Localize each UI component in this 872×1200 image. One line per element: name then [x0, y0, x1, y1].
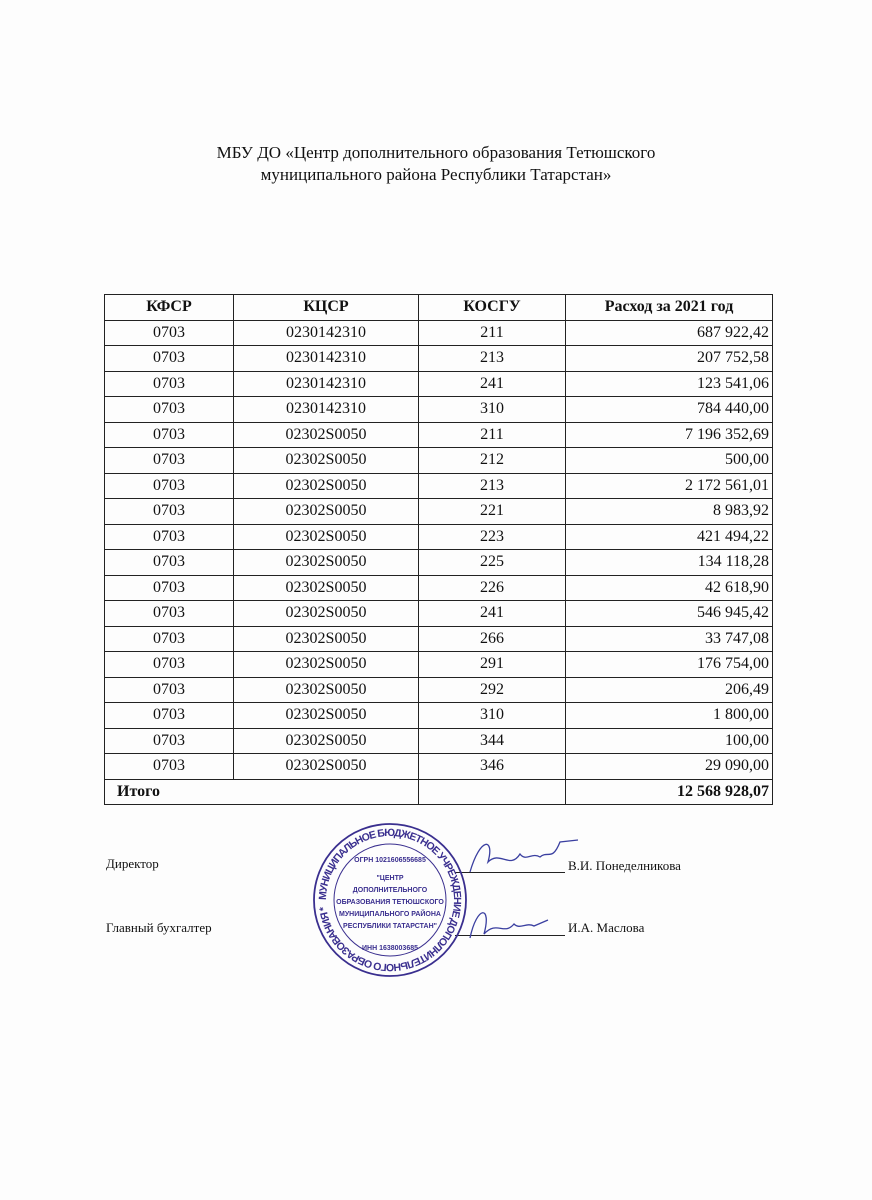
cell-kcsr: 0230142310 — [234, 397, 419, 423]
accountant-signature — [462, 900, 552, 945]
table-row — [105, 754, 773, 780]
table-row — [105, 371, 773, 397]
cell-kfsr: 0703 — [105, 346, 234, 372]
cell-kfsr: 0703 — [105, 499, 234, 525]
cell-kcsr: 02302S0050 — [234, 728, 419, 754]
cell-expense: 134 118,28 — [566, 550, 773, 576]
cell-expense: 784 440,00 — [566, 397, 773, 423]
expense-table — [104, 294, 773, 805]
accountant-name: И.А. Маслова — [568, 920, 645, 935]
table-row — [105, 703, 773, 729]
svg-text:МУНИЦИПАЛЬНОЕ БЮДЖЕТНОЕ УЧРЕЖД: МУНИЦИПАЛЬНОЕ БЮДЖЕТНОЕ УЧРЕЖДЕНИЕ ДОПОЛНИТЕЛЬНОГО ОБРАЗОВАНИЯ * — [316, 826, 464, 974]
table-row — [105, 550, 773, 576]
cell-kosgu: 241 — [419, 371, 566, 397]
cell-kfsr: 0703 — [105, 473, 234, 499]
table-row — [105, 346, 773, 372]
cell-kosgu: 211 — [419, 422, 566, 448]
cell-expense: 500,00 — [566, 448, 773, 474]
cell-kosgu: 225 — [419, 550, 566, 576]
document-title — [0, 142, 872, 186]
cell-kfsr: 0703 — [105, 703, 234, 729]
cell-kfsr: 0703 — [105, 397, 234, 423]
cell-kfsr: 0703 — [105, 626, 234, 652]
cell-expense: 7 196 352,69 — [566, 422, 773, 448]
svg-text:РЕСПУБЛИКИ ТАТАРСТАН": РЕСПУБЛИКИ ТАТАРСТАН" — [343, 923, 437, 930]
director-title: Директор — [106, 856, 159, 871]
title-line-1: МБУ ДО «Центр дополнительного образования Тетюшского — [216, 143, 656, 162]
cell-expense: 100,00 — [566, 728, 773, 754]
svg-text:МУНИЦИПАЛЬНОГО РАЙОНА: МУНИЦИПАЛЬНОГО РАЙОНА — [339, 911, 441, 918]
cell-kcsr: 02302S0050 — [234, 499, 419, 525]
table-row — [105, 626, 773, 652]
svg-text:ИНН 1638003685: ИНН 1638003685 — [361, 945, 419, 952]
cell-kosgu: 221 — [419, 499, 566, 525]
cell-kfsr: 0703 — [105, 754, 234, 780]
cell-kosgu: 211 — [419, 320, 566, 346]
cell-kosgu: 266 — [419, 626, 566, 652]
cell-kosgu: 213 — [419, 473, 566, 499]
cell-kosgu: 292 — [419, 677, 566, 703]
cell-kcsr: 02302S0050 — [234, 677, 419, 703]
table-row — [105, 728, 773, 754]
table-header-row — [105, 295, 773, 321]
title-line-2: муниципального района Республики Татарстан» — [260, 165, 612, 184]
table-row — [105, 473, 773, 499]
director-signature — [460, 832, 580, 882]
cell-kfsr: 0703 — [105, 320, 234, 346]
cell-kcsr: 02302S0050 — [234, 652, 419, 678]
cell-kcsr: 02302S0050 — [234, 754, 419, 780]
col-expense: Расход за 2021 год — [566, 295, 773, 321]
cell-kosgu: 213 — [419, 346, 566, 372]
cell-kosgu: 310 — [419, 703, 566, 729]
cell-expense: 1 800,00 — [566, 703, 773, 729]
cell-kfsr: 0703 — [105, 550, 234, 576]
cell-kosgu: 344 — [419, 728, 566, 754]
table-row — [105, 448, 773, 474]
cell-expense: 206,49 — [566, 677, 773, 703]
table-row — [105, 422, 773, 448]
table-row — [105, 652, 773, 678]
cell-expense: 421 494,22 — [566, 524, 773, 550]
cell-kcsr: 02302S0050 — [234, 448, 419, 474]
organization-seal — [312, 822, 468, 978]
cell-expense: 687 922,42 — [566, 320, 773, 346]
cell-kcsr: 0230142310 — [234, 320, 419, 346]
table-row — [105, 397, 773, 423]
cell-kcsr: 02302S0050 — [234, 422, 419, 448]
cell-kcsr: 0230142310 — [234, 346, 419, 372]
cell-kosgu: 241 — [419, 601, 566, 627]
cell-kosgu: 291 — [419, 652, 566, 678]
accountant-title: Главный бухгалтер — [106, 920, 212, 935]
cell-kfsr: 0703 — [105, 728, 234, 754]
cell-kosgu: 223 — [419, 524, 566, 550]
cell-expense: 42 618,90 — [566, 575, 773, 601]
cell-kfsr: 0703 — [105, 524, 234, 550]
cell-kosgu: 212 — [419, 448, 566, 474]
cell-expense: 33 747,08 — [566, 626, 773, 652]
svg-text:ОБРАЗОВАНИЯ ТЕТЮШСКОГО: ОБРАЗОВАНИЯ ТЕТЮШСКОГО — [336, 899, 444, 906]
cell-kfsr: 0703 — [105, 422, 234, 448]
director-name: В.И. Понеделникова — [568, 858, 681, 873]
cell-kfsr: 0703 — [105, 371, 234, 397]
cell-kcsr: 02302S0050 — [234, 626, 419, 652]
cell-kfsr: 0703 — [105, 677, 234, 703]
cell-kcsr: 02302S0050 — [234, 550, 419, 576]
table-row — [105, 575, 773, 601]
cell-kcsr: 02302S0050 — [234, 473, 419, 499]
col-kfsr: КФСР — [105, 295, 234, 321]
cell-expense: 123 541,06 — [566, 371, 773, 397]
col-kcsr: КЦСР — [234, 295, 419, 321]
cell-expense: 29 090,00 — [566, 754, 773, 780]
cell-kosgu: 346 — [419, 754, 566, 780]
cell-kcsr: 02302S0050 — [234, 575, 419, 601]
svg-text:ДОПОЛНИТЕЛЬНОГО: ДОПОЛНИТЕЛЬНОГО — [352, 887, 428, 894]
table-row — [105, 320, 773, 346]
total-row — [105, 779, 773, 805]
table-row — [105, 601, 773, 627]
table-row — [105, 499, 773, 525]
cell-kcsr: 0230142310 — [234, 371, 419, 397]
cell-expense: 2 172 561,01 — [566, 473, 773, 499]
cell-kcsr: 02302S0050 — [234, 703, 419, 729]
cell-expense: 176 754,00 — [566, 652, 773, 678]
table-row — [105, 677, 773, 703]
cell-kfsr: 0703 — [105, 575, 234, 601]
col-kosgu: КОСГУ — [419, 295, 566, 321]
cell-kfsr: 0703 — [105, 652, 234, 678]
cell-expense: 8 983,92 — [566, 499, 773, 525]
total-value: 12 568 928,07 — [566, 779, 773, 805]
cell-kfsr: 0703 — [105, 601, 234, 627]
cell-kfsr: 0703 — [105, 448, 234, 474]
svg-text:ОГРН 1021606556685: ОГРН 1021606556685 — [354, 857, 426, 864]
cell-kcsr: 02302S0050 — [234, 524, 419, 550]
cell-kcsr: 02302S0050 — [234, 601, 419, 627]
cell-expense: 207 752,58 — [566, 346, 773, 372]
cell-kosgu: 226 — [419, 575, 566, 601]
svg-text:"ЦЕНТР: "ЦЕНТР — [376, 875, 404, 882]
cell-kosgu: 310 — [419, 397, 566, 423]
total-label: Итого — [105, 779, 419, 805]
table-row — [105, 524, 773, 550]
total-spacer — [419, 779, 566, 805]
cell-expense: 546 945,42 — [566, 601, 773, 627]
